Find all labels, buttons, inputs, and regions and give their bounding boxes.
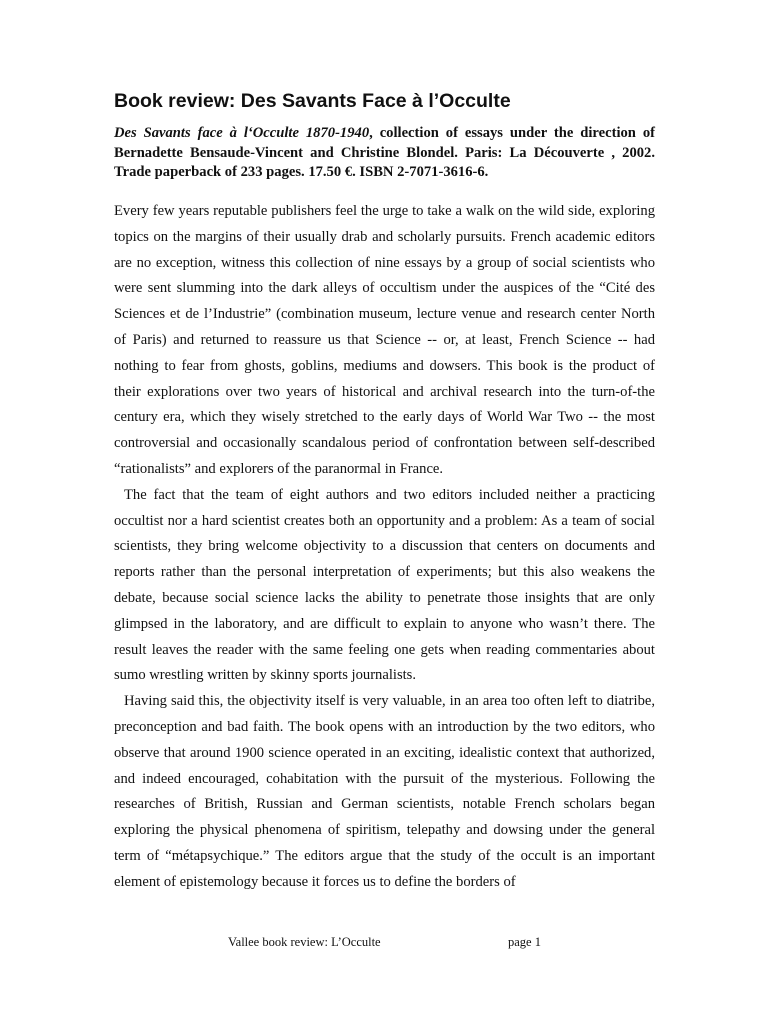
review-body <box>114 199 655 896</box>
paragraph-1: Every few years reputable publishers feel the urge to take a walk on the wild side, exploring topics on the margins of their usually drab and scholarly pursuits. French academic editors are no exception, witness this collection of nine essays by a group of social scientists who were sent slumming into the dark alleys of occultism under the auspices of the “Cité des Sciences et de l’Industrie” (combination museum, lecture venue and research center North of Paris) and returned to reassure us that Science -- or, at least, French Science -- had nothing to fear from ghosts, goblins, mediums and dowsers. This book is the product of their explorations over two years of historical and archival research into the turn-of-the century era, which they wisely stretched to the early days of World War Two -- the most controversial and occasionally scandalous period of confrontation between self-described “rationalists” and explorers of the paranormal in France. <box>114 203 655 477</box>
footer-page-number: page 1 <box>508 935 541 949</box>
paragraph-3: Having said this, the objectivity itself is very valuable, in an area too often left to diatribe, preconception and bad faith. The book opens with an introduction by the two editors, who observe that around 1900 science operated in an exciting, idealistic context that authorized, and indeed encouraged, cohabitation with the pursuit of the mysterious. Following the researches of British, Russian and German scientists, notable French scholars began exploring the physical phenomena of spiritism, telepathy and dowsing under the general term of “métapsychique.” The editors argue that the study of the occult is an important element of epistemology because it forces us to define the borders of <box>114 693 655 890</box>
citation-book-title: Des Savants face à l‘Occulte 1870-1940 <box>114 125 370 141</box>
footer-running-title: Vallee book review: L’Occulte <box>228 935 381 949</box>
paragraph-2: The fact that the team of eight authors and two editors included neither a practicing occultist nor a hard scientist creates both an opportunity and a problem: As a team of social scientists, they bring welcome objectivity to a discussion that centers on documents and reports rather than the personal interpretation of experiments; but this also weakens the debate, because social science lacks the ability to penetrate those insights that are only glimpsed in the laboratory, and are difficult to explain to anyone who wasn’t there. The result leaves the reader with the same feeling one gets when reading commentaries about sumo wrestling written by skinny sports journalists. <box>114 486 655 684</box>
page-title: Book review: Des Savants Face à l’Occulte <box>114 90 511 112</box>
citation-details: , collection of essays under the direction of Bernadette Bensaude-Vincent and Christine Blondel. Paris: La Découverte , 2002. Trade paperback of 233 pages. 17.50 €. ISBN 2-7071-3616-6. <box>114 125 656 180</box>
page-footer <box>0 932 768 952</box>
book-citation <box>114 124 655 183</box>
